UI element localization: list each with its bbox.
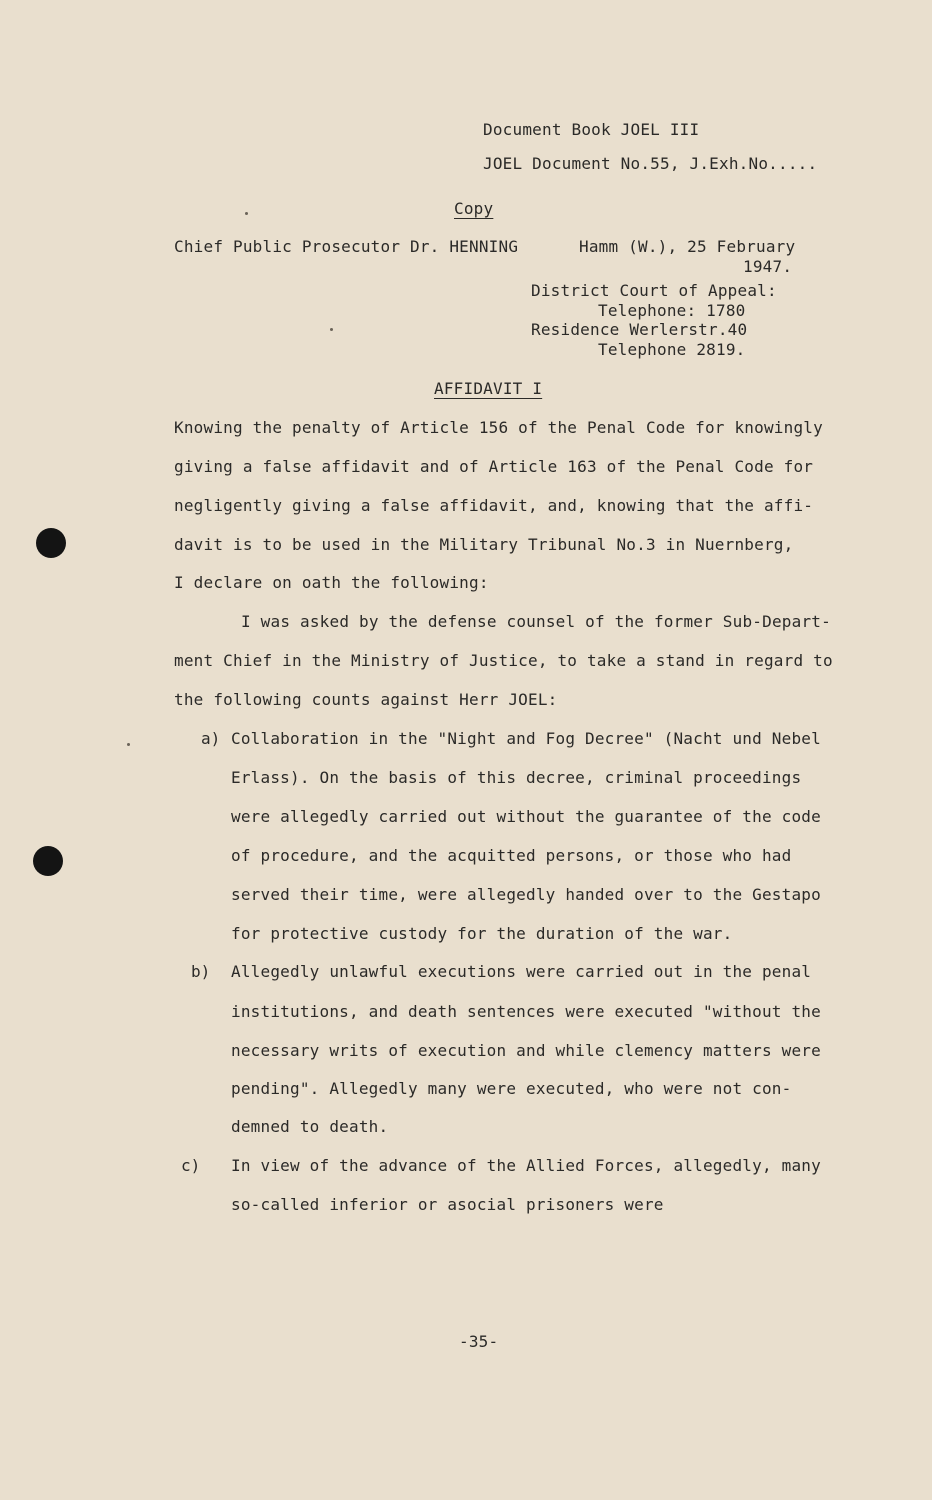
item-b-line: Allegedly unlawful executions were carried out in the penal — [231, 962, 812, 981]
item-b-line: institutions, and death sentences were executed "without the — [231, 1002, 821, 1021]
item-a-line: for protective custody for the duration of the war. — [231, 924, 733, 943]
paper-speck — [330, 328, 333, 331]
item-a-line: Erlass). On the basis of this decree, criminal proceedings — [231, 768, 802, 787]
item-label-b: b) — [191, 962, 211, 981]
punch-hole-top — [36, 528, 66, 558]
sender-name: Chief Public Prosecutor Dr. HENNING — [174, 237, 519, 256]
para-line: the following counts against Herr JOEL: — [174, 690, 558, 709]
item-label-a: a) — [201, 729, 221, 748]
document-number: JOEL Document No.55, J.Exh.No..... — [483, 154, 818, 173]
item-label-c: c) — [181, 1156, 201, 1175]
paper-speck — [245, 212, 248, 215]
para-line: ment Chief in the Ministry of Justice, to take a stand in regard to — [174, 651, 833, 670]
item-a-line: served their time, were allegedly handed over to the Gestapo — [231, 885, 821, 904]
item-b-line: necessary writs of execution and while clemency matters were — [231, 1041, 821, 1060]
item-a-line: of procedure, and the acquitted persons, or those who had — [231, 846, 792, 865]
court-label: District Court of Appeal: — [531, 281, 777, 300]
intro-line: giving a false affidavit and of Article 163 of the Penal Code for — [174, 457, 814, 476]
item-c-line: In view of the advance of the Allied Forces, allegedly, many — [231, 1156, 821, 1175]
residence-address: Residence Werlerstr.40 — [531, 320, 748, 339]
affidavit-title: AFFIDAVIT I — [434, 379, 543, 398]
item-c-line: so-called inferior or asocial prisoners were — [231, 1195, 664, 1214]
item-b-line: pending". Allegedly many were executed, who were not con- — [231, 1079, 792, 1098]
place-date-year: 1947. — [743, 257, 793, 276]
court-telephone: Telephone: 1780 — [598, 301, 746, 320]
para-line: I was asked by the defense counsel of the former Sub-Depart- — [241, 612, 831, 631]
punch-hole-bottom — [33, 846, 63, 876]
intro-line: I declare on oath the following: — [174, 573, 489, 592]
page-number: -35- — [459, 1332, 499, 1351]
place-date: Hamm (W.), 25 February — [579, 237, 796, 256]
intro-line: negligently giving a false affidavit, and, knowing that the affi- — [174, 496, 814, 515]
intro-line: Knowing the penalty of Article 156 of the Penal Code for knowingly — [174, 418, 823, 437]
item-a-line: were allegedly carried out without the guarantee of the code — [231, 807, 821, 826]
paper-speck — [127, 743, 130, 746]
document-book-label: Document Book JOEL III — [483, 120, 700, 139]
copy-label: Copy — [454, 199, 494, 218]
residence-telephone: Telephone 2819. — [598, 340, 746, 359]
item-b-line: demned to death. — [231, 1117, 389, 1136]
item-a-line: Collaboration in the "Night and Fog Decree" (Nacht und Nebel — [231, 729, 821, 748]
intro-line: davit is to be used in the Military Tribunal No.3 in Nuernberg, — [174, 535, 794, 554]
